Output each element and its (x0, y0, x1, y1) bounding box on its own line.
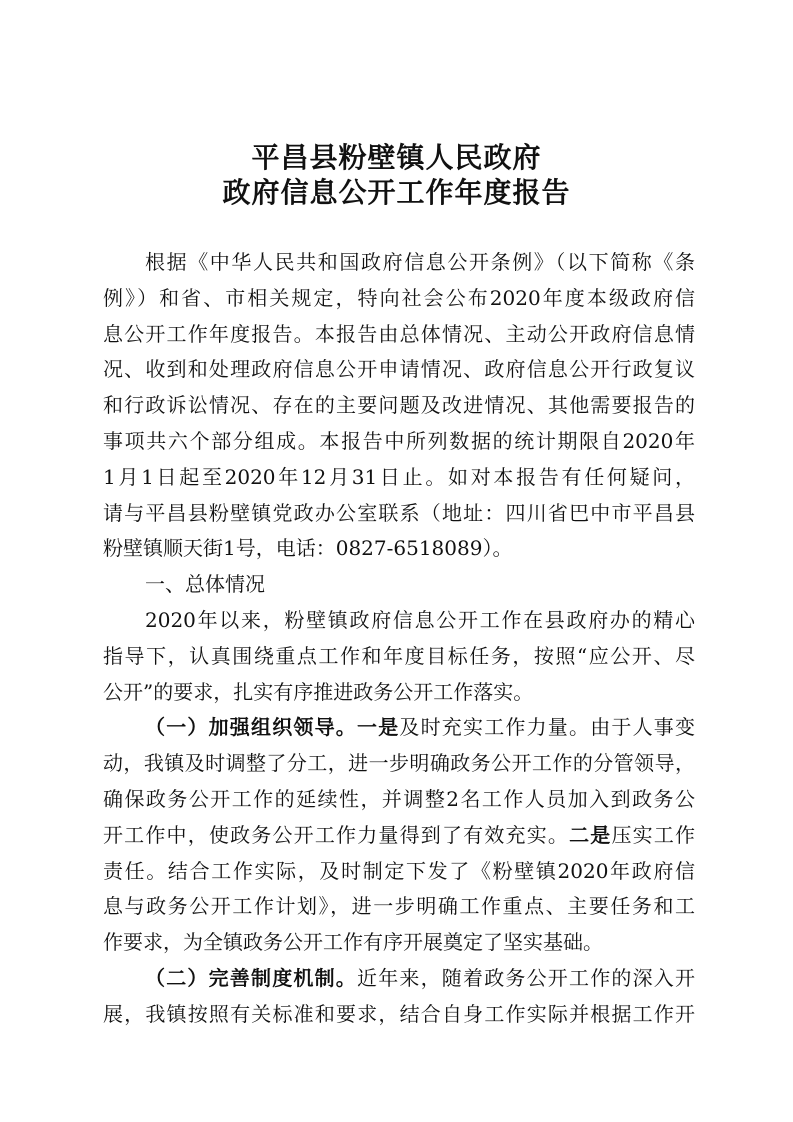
bold-text: （一）加强组织领导。一是 (145, 715, 400, 740)
text-run: 事项共六个部分组成。本报告中所列数据的统计期限自2020年 (103, 428, 695, 453)
text-line (103, 710, 695, 746)
text-line (103, 531, 695, 567)
text-run: 确保政务公开工作的延续性，并调整2名工作人员加入到政务公 (103, 786, 695, 811)
text-run: 动，我镇及时调整了分工，进一步明确政务公开工作的分管领导， (103, 751, 695, 776)
section-heading (103, 567, 695, 603)
text-line (103, 281, 695, 317)
text-run: 1月1日起至2020年12月31日止。如对本报告有任何疑问， (103, 464, 695, 489)
text-run: 及时充实工作力量。由于人事变 (399, 715, 696, 740)
text-line (103, 782, 695, 818)
text-line (103, 889, 695, 925)
text-run: 公开”的要求，扎实有序推进政务公开工作落实。 (103, 679, 534, 704)
report-title-line-1: 平昌县粉壁镇人民政府 (251, 141, 542, 174)
text-line (103, 603, 695, 639)
text-line (103, 961, 695, 997)
text-run: 责任。结合工作实际，及时制定下发了《粉壁镇2020年政府信 (103, 858, 695, 883)
text-run: 一、总体情况 (145, 572, 265, 597)
text-line (103, 460, 695, 496)
text-run: 根据《中华人民共和国政府信息公开条例》（以下简称《条 (145, 250, 695, 274)
text-line (103, 496, 695, 532)
text-line (103, 317, 695, 353)
text-line (103, 639, 695, 675)
text-run: 息公开工作年度报告。本报告由总体情况、主动公开政府信息情 (103, 321, 695, 346)
text-run: 粉壁镇顺天街1号，电话：0827-6518089）。 (103, 536, 513, 561)
text-run: 压实工作 (611, 822, 696, 847)
text-line (103, 925, 695, 961)
text-run: 近年来，随着政务公开工作的深入开 (357, 965, 695, 990)
text-run: 作要求，为全镇政务公开工作有序开展奠定了坚实基础。 (103, 930, 603, 955)
text-run: 2020年以来，粉壁镇政府信息公开工作在县政府办的精心 (145, 607, 695, 632)
text-line (103, 818, 695, 854)
text-line (103, 388, 695, 424)
text-run: 开工作中，使政务公开工作力量得到了有效充实。 (103, 822, 570, 847)
text-line (103, 424, 695, 460)
text-line (103, 997, 695, 1033)
text-line (103, 746, 695, 782)
text-run: 指导下，认真围绕重点工作和年度目标任务，按照“应公开、尽 (103, 643, 695, 668)
text-line (103, 245, 695, 281)
text-run: 请与平昌县粉壁镇党政办公室联系（地址：四川省巴中市平昌县 (103, 500, 695, 525)
report-body (103, 245, 695, 1033)
text-run: 展，我镇按照有关标准和要求，结合自身工作实际并根据工作开 (103, 1001, 695, 1026)
text-run: 息与政务公开工作计划》，进一步明确工作重点、主要任务和工 (103, 894, 695, 919)
text-run: 况、收到和处理政府信息公开申请情况、政府信息公开行政复议 (103, 357, 695, 382)
bold-text: （二）完善制度机制。 (145, 965, 357, 990)
text-run: 例》）和省、市相关规定，特向社会公布2020年度本级政府信 (103, 285, 695, 310)
text-line (103, 675, 695, 711)
text-line (103, 854, 695, 890)
text-line (103, 352, 695, 388)
text-run: 和行政诉讼情况、存在的主要问题及改进情况、其他需要报告的 (103, 393, 695, 418)
report-title-line-2: 政府信息公开工作年度报告 (222, 176, 571, 209)
bold-text: 二是 (569, 822, 612, 847)
